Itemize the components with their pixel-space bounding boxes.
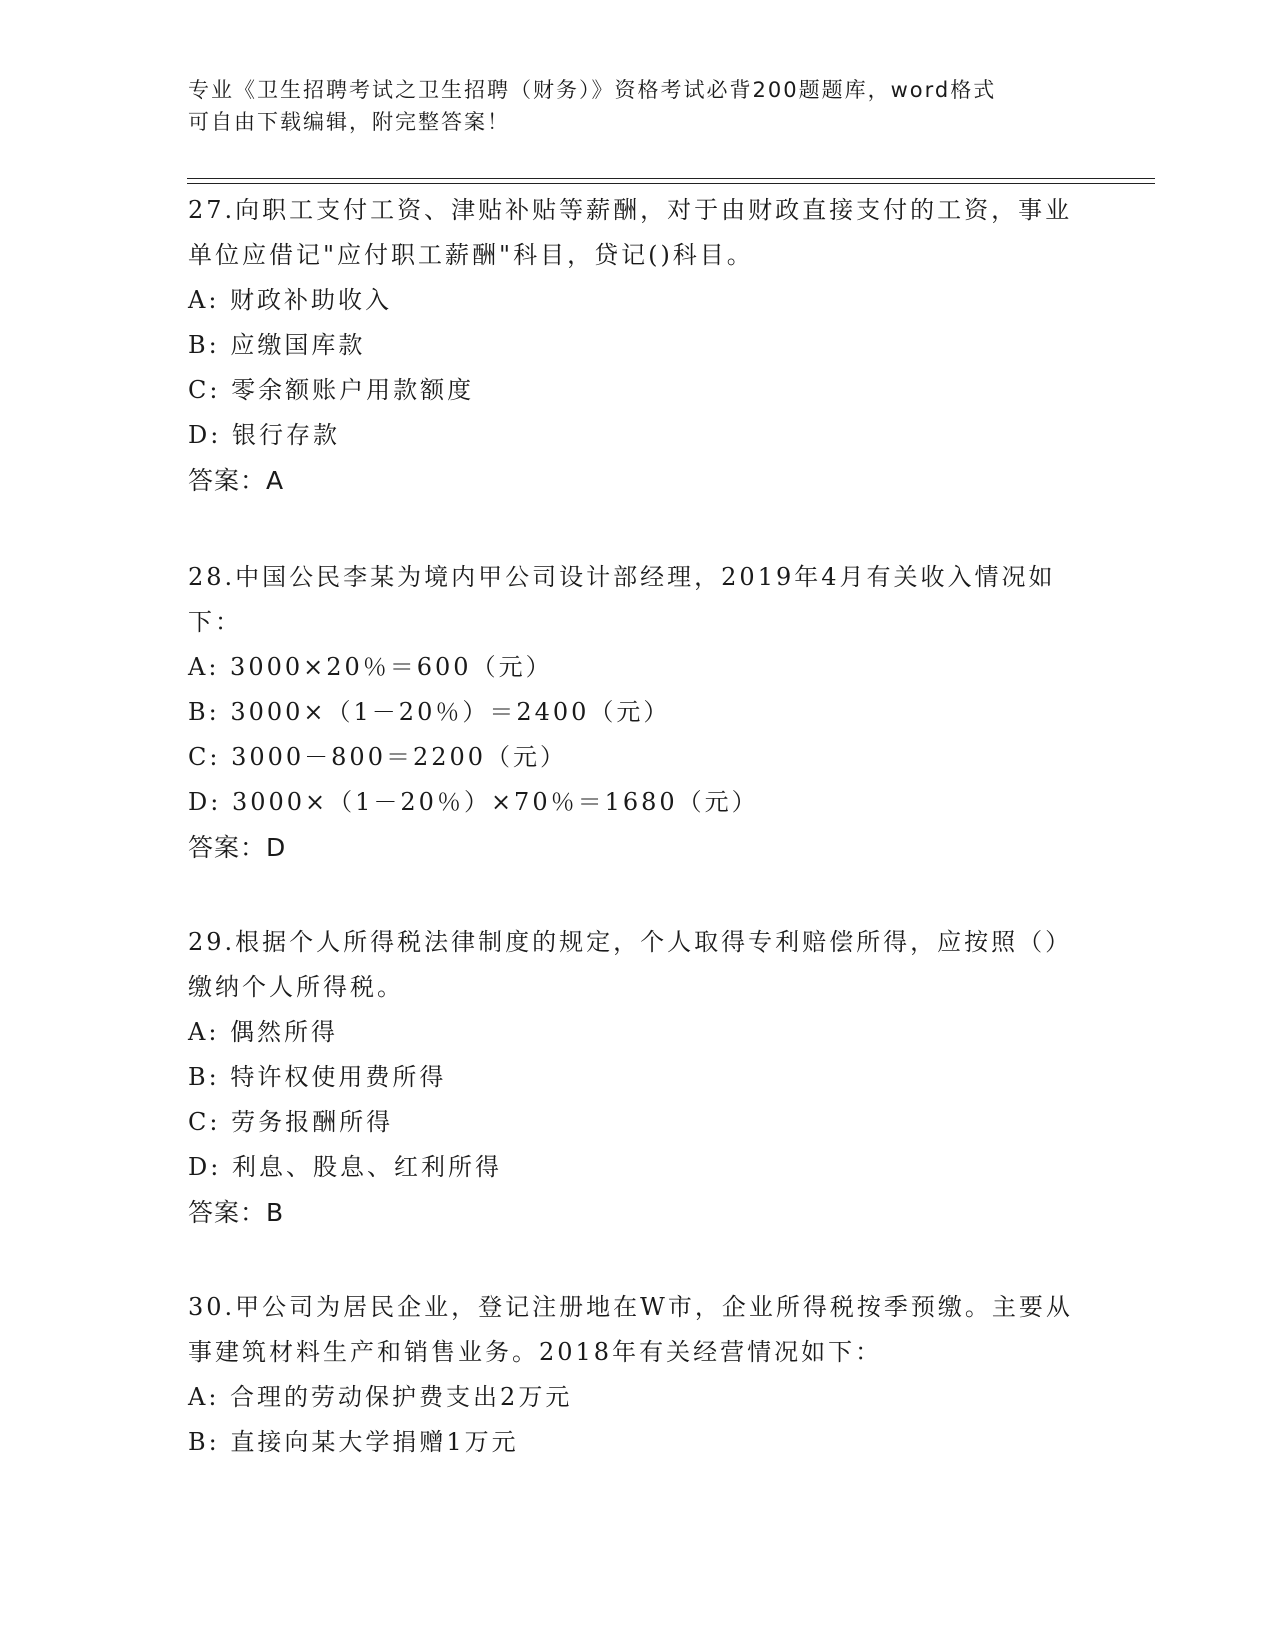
option-c: C: 劳务报酬所得 (188, 1108, 394, 1136)
option-b: B: 3000×（1－20％）＝2400（元） (188, 698, 671, 726)
option-b: B: 直接向某大学捐赠1万元 (188, 1428, 519, 1456)
answer-label: 答案：A (188, 466, 285, 495)
header-line-1: 专业《卫生招聘考试之卫生招聘（财务）》资格考试必背200题题库，word格式 (188, 78, 997, 102)
option-a: A: 偶然所得 (188, 1018, 339, 1046)
option-c: C: 3000－800＝2200（元） (188, 743, 568, 771)
question-29 (188, 920, 1088, 1235)
question-text: 29.根据个人所得税法律制度的规定，个人取得专利赔偿所得，应按照（）缴纳个人所得税。 (188, 928, 1073, 1001)
question-30 (188, 1285, 1088, 1465)
option-b: B: 特许权使用费所得 (188, 1063, 447, 1091)
option-d: D: 3000×（1－20％）×70％＝1680（元） (188, 788, 759, 816)
option-b: B: 应缴国库款 (188, 331, 366, 359)
header-divider-bottom (187, 183, 1155, 184)
question-text: 30.甲公司为居民企业，登记注册地在W市，企业所得税按季预缴。主要从事建筑材料生产和销售业务。2018年有关经营情况如下： (188, 1293, 1073, 1366)
answer-label: 答案：B (188, 1198, 285, 1227)
header-divider-top (187, 178, 1155, 179)
option-a: A: 财政补助收入 (188, 286, 393, 314)
option-a: A: 合理的劳动保护费支出2万元 (188, 1383, 573, 1411)
option-c: C: 零余额账户用款额度 (188, 376, 475, 404)
option-d: D: 银行存款 (188, 421, 340, 449)
question-text: 27.向职工支付工资、津贴补贴等薪酬，对于由财政直接支付的工资，事业单位应借记"应付职工薪酬"科目，贷记()科目。 (188, 196, 1073, 269)
question-27 (188, 188, 1088, 503)
answer-label: 答案：D (188, 833, 287, 862)
option-a: A: 3000×20％＝600（元） (188, 653, 553, 681)
option-d: D: 利息、股息、红利所得 (188, 1153, 502, 1181)
question-text: 28.中国公民李某为境内甲公司设计部经理，2019年4月有关收入情况如下： (188, 563, 1056, 636)
header-line-2: 可自由下载编辑，附完整答案！ (188, 110, 510, 134)
document-header (188, 74, 1088, 138)
question-28 (188, 555, 1088, 870)
